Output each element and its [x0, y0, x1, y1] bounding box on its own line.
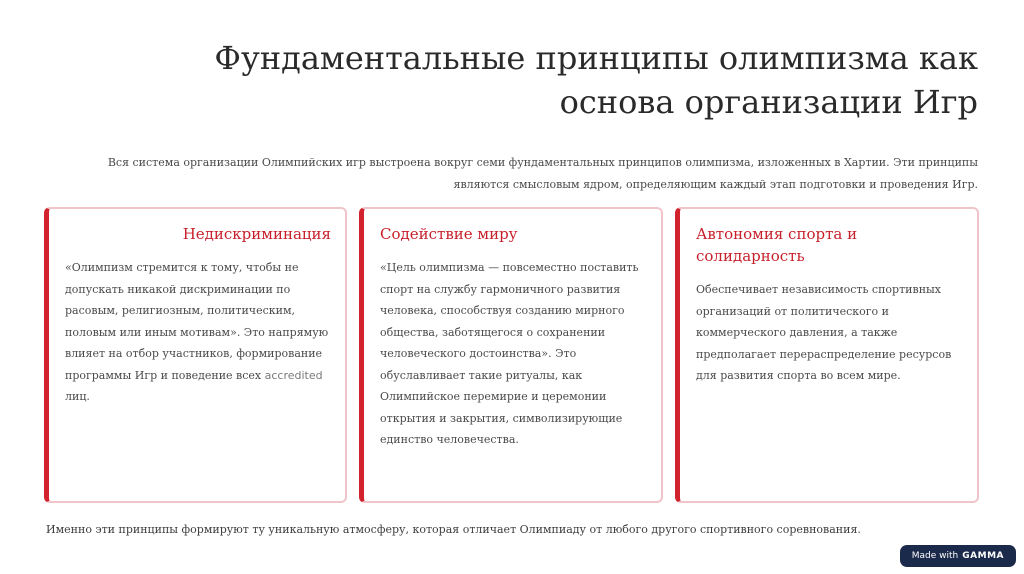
card-title: Недискриминация — [182, 225, 331, 243]
page-title: Фундаментальные принципы олимпизма как основа организации Игр — [214, 39, 978, 121]
intro-paragraph: Вся система организации Олимпийских игр выстроена вокруг семи фундаментальных принципов олимпизма, изложенных в Хартии. Эти принципы являются смысловым ядром, определяющим каждый этап подготовки и проведения Игр. — [107, 156, 978, 191]
card-title: Автономия спорта и солидарность — [696, 225, 858, 265]
card-text-main: «Олимпизм стремится к тому, чтобы не допускать никакой дискриминации по расовым, религиозным, политическим, половым или иным мотивам». Это напрямую влияет на отбор участников, формирование программы Игр и поведение всех — [65, 261, 329, 382]
principle-card-nondiscrimination — [44, 207, 347, 503]
card-text — [65, 257, 331, 408]
card-text: «Цель олимпизма — повсеместно поставить спорт на службу гармоничного развития человека, способствуя созданию мирного общества, заботящегося о сохранении человеческого достоинства». Это обуславливает такие ритуалы, как Олимпийское перемирие и церемонии открытия и закрытия, символизирующие единство человечества. — [380, 261, 639, 446]
principle-card-peace — [359, 207, 663, 503]
card-text-highlight: accredited — [264, 368, 323, 382]
card-text: Обеспечивает независимость спортивных организаций от политического и коммерческого давления, а также предполагает перераспределение ресурсов для развития спорта во всем мире. — [696, 283, 952, 382]
footer-paragraph: Именно эти принципы формируют ту уникальную атмосферу, которая отличает Олимпиаду от любого другого спортивного соревнования. — [46, 523, 861, 536]
card-text-end: лиц. — [65, 390, 90, 403]
gamma-logo: GAMMA — [962, 551, 1004, 561]
made-with-gamma-badge[interactable] — [900, 545, 1016, 567]
card-title: Содействие миру — [380, 225, 518, 243]
principle-card-autonomy — [675, 207, 979, 503]
badge-prefix: Made with — [911, 551, 959, 561]
